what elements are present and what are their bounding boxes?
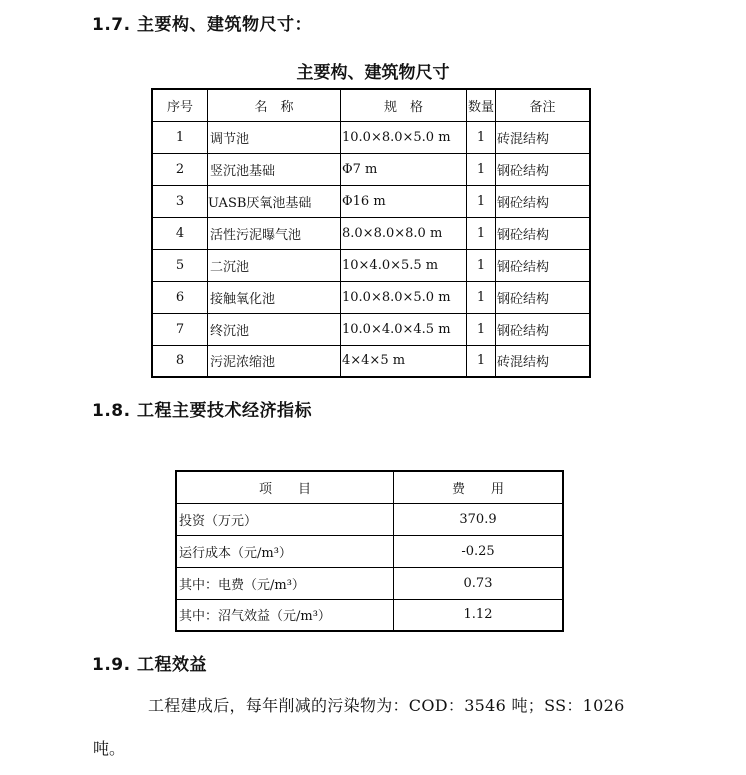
cell-note: 钢砼结构 [496,217,591,249]
paragraph-text-continued: 吨。 [93,739,126,758]
cell-index: 1 [152,121,208,153]
header-cell: 备注 [496,89,591,121]
table-header-row [152,89,590,121]
cell-name: 污泥浓缩池 [208,345,341,377]
cell-cost: 1.12 [394,599,564,631]
cell-name: 终沉池 [208,313,341,345]
cell-spec: 10.0×8.0×5.0 m [341,281,467,313]
cell-note: 砖混结构 [496,345,591,377]
cell-note: 钢砼结构 [496,249,591,281]
cell-note: 钢砼结构 [496,153,591,185]
cell-index: 5 [152,249,208,281]
cell-note: 砖混结构 [496,121,591,153]
section-heading-1-9: 1.9. 工程效益 [92,655,207,675]
section-heading-1-8: 1.8. 工程主要技术经济指标 [92,401,312,421]
cell-name: 调节池 [208,121,341,153]
table-row [176,503,563,535]
cell-index: 6 [152,281,208,313]
table-row [152,121,590,153]
cell-qty: 1 [467,313,496,345]
cell-spec: Φ16 m [341,185,467,217]
cell-item: 运行成本（元/m³） [176,535,394,567]
economic-indicators-table [175,470,564,632]
cell-qty: 1 [467,185,496,217]
cell-note: 钢砼结构 [496,281,591,313]
cell-qty: 1 [467,249,496,281]
cell-cost: -0.25 [394,535,564,567]
cell-spec: 10×4.0×5.5 m [341,249,467,281]
cell-qty: 1 [467,281,496,313]
header-cell: 规 格 [341,89,467,121]
cell-spec: 4×4×5 m [341,345,467,377]
cell-item: 投资（万元） [176,503,394,535]
section-heading-1-7: 1.7. 主要构、建筑物尺寸： [92,15,312,35]
structures-table [151,88,591,378]
header-cell: 序号 [152,89,208,121]
cell-qty: 1 [467,153,496,185]
cell-name: 竖沉池基础 [208,153,341,185]
table-row [152,185,590,217]
cell-index: 8 [152,345,208,377]
cell-cost: 370.9 [394,503,564,535]
cell-index: 4 [152,217,208,249]
cell-note: 钢砼结构 [496,313,591,345]
cell-name: 活性污泥曝气池 [208,217,341,249]
paragraph-text: 工程建成后，每年削减的污染物为：COD：3546 吨；SS：1026 [148,696,625,715]
cell-name: 二沉池 [208,249,341,281]
cell-item: 其中：电费（元/m³） [176,567,394,599]
cell-qty: 1 [467,217,496,249]
cell-qty: 1 [467,121,496,153]
cell-name: UASB厌氧池基础 [208,185,341,217]
table-row [176,599,563,631]
header-cell: 项 目 [176,471,394,503]
cell-spec: 8.0×8.0×8.0 m [341,217,467,249]
table-row [176,567,563,599]
cell-spec: 10.0×8.0×5.0 m [341,121,467,153]
table-row [152,281,590,313]
table-row [152,217,590,249]
cell-spec: 10.0×4.0×4.5 m [341,313,467,345]
table-row [176,535,563,567]
cell-index: 7 [152,313,208,345]
table-row [152,249,590,281]
cell-item: 其中：沼气效益（元/m³） [176,599,394,631]
table-row [152,345,590,377]
header-cell: 数量 [467,89,496,121]
cell-name: 接触氧化池 [208,281,341,313]
table-row [152,313,590,345]
cell-cost: 0.73 [394,567,564,599]
header-cell: 名 称 [208,89,341,121]
table-row [152,153,590,185]
table-header-row [176,471,563,503]
cell-qty: 1 [467,345,496,377]
cell-index: 2 [152,153,208,185]
header-cell: 费 用 [394,471,564,503]
table-title: 主要构、建筑物尺寸 [296,63,450,83]
cell-spec: Φ7 m [341,153,467,185]
cell-note: 钢砼结构 [496,185,591,217]
cell-index: 3 [152,185,208,217]
